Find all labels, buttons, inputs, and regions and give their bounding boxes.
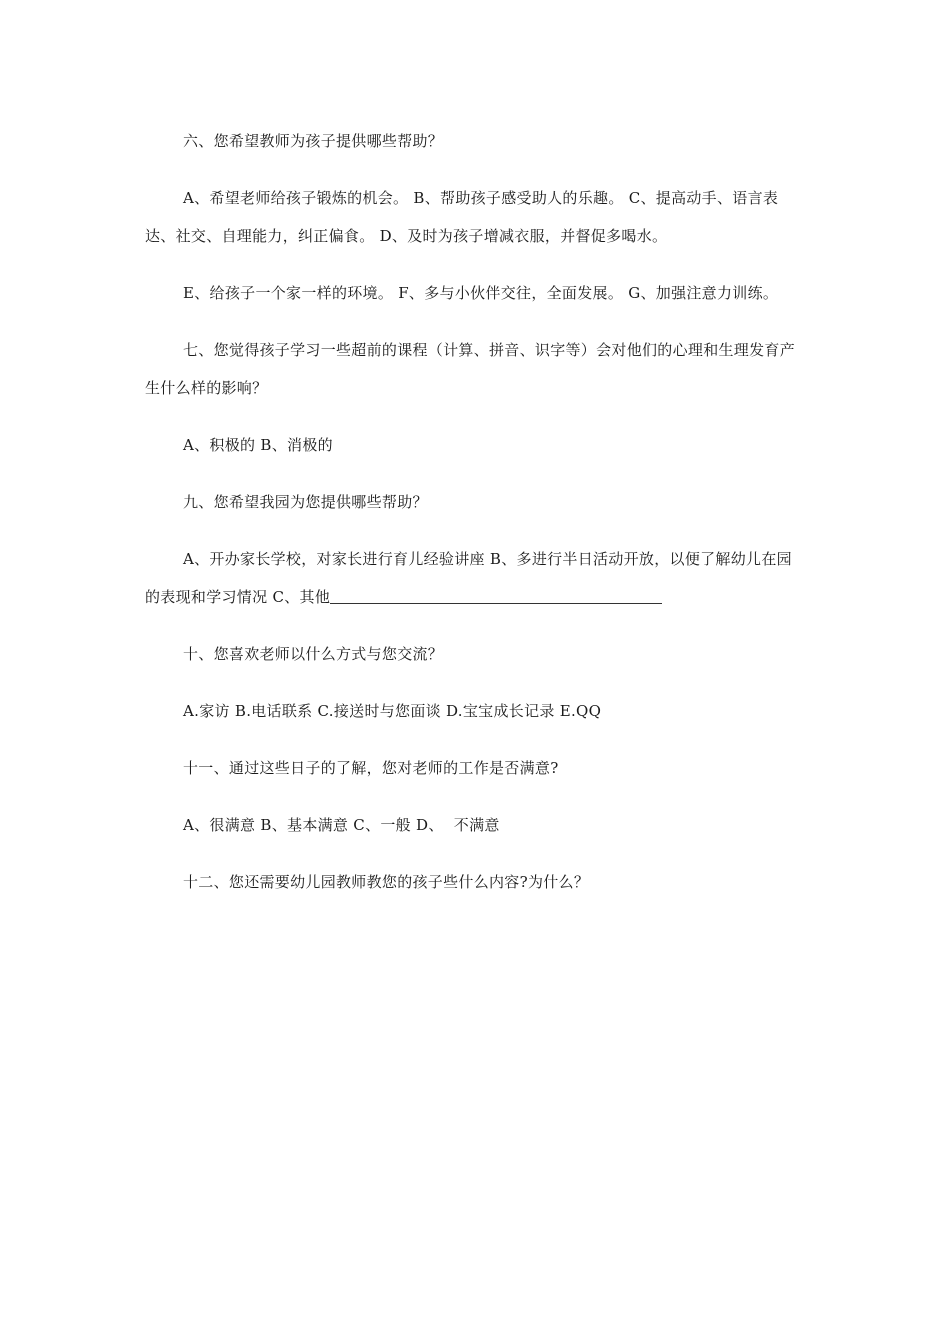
question-7-title: 七、您觉得孩子学习一些超前的课程（计算、拼音、识字等）会对他们的心理和生理发育产生什么样的影响？ bbox=[145, 341, 796, 397]
question-7-options: A、积极的 B、消极的 bbox=[183, 436, 333, 454]
question-11-title: 十一、通过这些日子的了解，您对老师的工作是否满意? bbox=[183, 759, 559, 777]
question-10-title: 十、您喜欢老师以什么方式与您交流？ bbox=[183, 645, 444, 663]
document-page bbox=[145, 122, 805, 901]
question-6-options-part-1: A、希望老师给孩子锻炼的机会。 B、帮助孩子感受助人的乐趣。 C、提高动手、语言表达、社交、自理能力，纠正偏食。 D、及时为孩子增减衣服，并督促多喝水。 bbox=[145, 189, 779, 245]
fill-in-blank-line[interactable] bbox=[330, 581, 662, 604]
question-6-title: 六、您希望教师为孩子提供哪些帮助？ bbox=[183, 132, 444, 150]
question-9-options-paragraph bbox=[145, 540, 805, 616]
question-10-options: A.家访 B.电话联系 C.接送时与您面谈 D.宝宝成长记录 E.QQ bbox=[183, 702, 602, 720]
question-9-title: 九、您希望我园为您提供哪些帮助？ bbox=[183, 493, 428, 511]
question-6-options-part-2: E、给孩子一个家一样的环境。 F、多与小伙伴交往，全面发展。 G、加强注意力训练。 bbox=[183, 284, 779, 302]
question-9-options: A、开办家长学校，对家长进行育儿经验讲座 B、多进行半日活动开放，以便了解幼儿在园的表现和学习情况 C、其他 bbox=[145, 550, 792, 606]
question-12-title: 十二、您还需要幼儿园教师教您的孩子些什么内容?为什么？ bbox=[183, 873, 590, 891]
question-11-options: A、很满意 B、基本满意 C、一般 D、 不满意 bbox=[183, 816, 500, 834]
